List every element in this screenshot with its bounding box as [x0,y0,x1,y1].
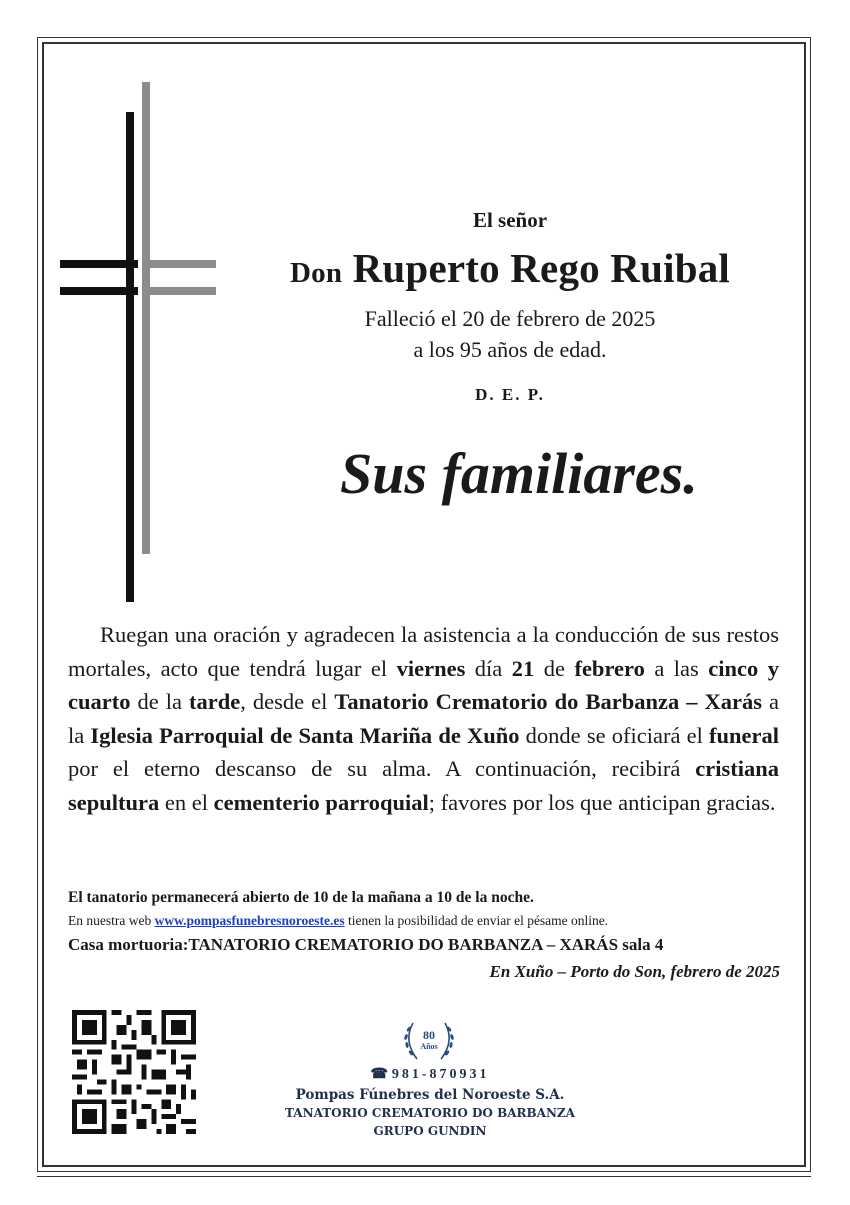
body-bold-7: Iglesia Parroquial de Santa Mariña de Xuño [90,722,520,748]
telephone-icon: ☎ [370,1067,388,1082]
tanatorio-name: TANATORIO CREMATORIO DO BARBANZA [285,1106,575,1120]
rip-initials: D. E. P. [475,385,545,404]
body-bold-4: cinco y cuarto [68,655,779,714]
body-bold-2: 21 [511,655,535,681]
deceased-name [230,244,790,292]
logo-word: Años [420,1042,438,1051]
body-bold-10: cementerio parroquial [213,789,429,815]
opening-hours: El tanatorio permanecerá abierto de 10 de la mañana a 10 de la noche. [68,889,534,906]
body-bold-1: viernes [396,655,466,681]
cross-icon [58,82,220,602]
phone-number[interactable]: 981-870931 [391,1067,490,1082]
body-text-10: en el [159,789,214,815]
body-text-8: donde se oficiará el [519,722,709,748]
honorific: El señor [472,208,548,232]
company-name: Pompas Fúnebres del Noroeste S.A. [295,1087,565,1103]
body-text-1: Ruegan una oración y agradecen la asistencia a la conducción de sus restos mortales, acto que tendrá lugar el [68,622,779,681]
death-date: Falleció el 20 de febrero de 2025 [364,306,656,331]
body-text-5: de la [130,689,190,714]
bottom-rule [37,1176,811,1177]
body-text-6: , desde el [240,689,335,714]
funeral-announcement [68,618,779,819]
qr-code[interactable] [72,1010,196,1134]
body-text-11: ; favores por los que anticipan gracias. [428,789,776,815]
logo-number: 80 [423,1028,435,1042]
family-signature: Sus familiares. [340,441,698,506]
web-suffix: tienen la posibilidad de enviar el pésame online. [344,913,609,928]
body-text-3: de [534,655,575,681]
house-label: Casa mortuoria: [68,935,189,954]
name-text: Ruperto Rego Ruibal [352,245,730,291]
body-bold-9: cristiana sepultura [68,756,779,815]
phone-line [280,1066,580,1083]
body-bold-5: tarde [189,689,241,714]
house-value: TANATORIO CREMATORIO DO BARBANZA – XARÁS sala 4 [188,935,664,954]
body-text-4: a las [644,655,709,681]
group-name: GRUPO GUNDIN [373,1124,487,1138]
web-prefix: En nuestra web [68,913,155,928]
web-condolence-line [68,913,608,929]
place-and-date: En Xuño – Porto do Son, febrero de 2025 [489,962,780,981]
body-text-9: por el eterno descanso de su alma. A continuación, recibirá [68,756,696,781]
website-link[interactable]: www.pompasfunebresnoroeste.es [154,913,345,928]
body-text-7: a la [68,689,779,748]
funeral-home [68,935,663,955]
body-bold-8: funeral [709,722,779,748]
body-text-2: día [465,655,512,681]
body-bold-3: febrero [574,655,645,681]
body-bold-6: Tanatorio Crematorio do Barbanza – Xarás [334,689,762,714]
age: a los 95 años de edad. [413,337,607,362]
title-prefix: Don [290,257,343,289]
laurel-logo [399,1015,459,1067]
